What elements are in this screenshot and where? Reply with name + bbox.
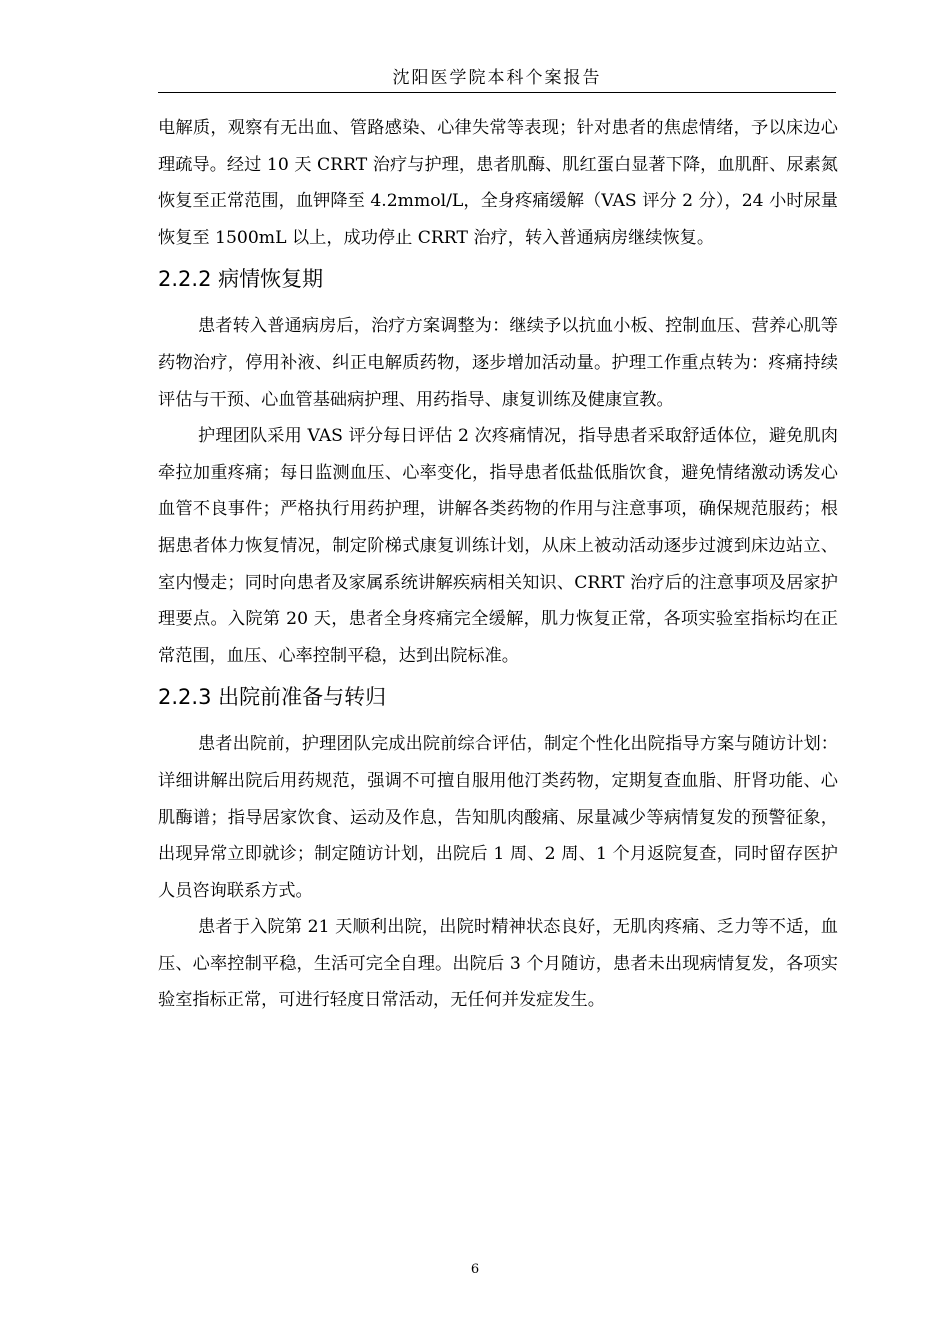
paragraph: 患者出院前，护理团队完成出院前综合评估，制定个性化出院指导方案与随访计划：详细讲解出院后用药规范，强调不可擅自服用他汀类药物，定期复查血脂、肝肾功能、心肌酶谱；指导居家饮食、运动及作息，告知肌肉酸痛、尿量减少等病情复发的预警征象，出现异常立即就诊；制定随访计划，出院后 1 周、2 周、1 个月返院复查，同时留存医护人员咨询联系方式。 <box>158 734 838 901</box>
body-text <box>158 110 838 1019</box>
page-number: 6 <box>470 1262 480 1277</box>
header-rule <box>158 92 836 93</box>
paragraph-continued: 电解质，观察有无出血、管路感染、心律失常等表现；针对患者的焦虑情绪，予以床边心理疏导。经过 10 天 CRRT 治疗与护理，患者肌酶、肌红蛋白显著下降，血肌酐、尿素氮恢复至正常范围，血钾降至 4.2mmol/L，全身疼痛缓解（VAS 评分 2 分），24 小时尿量恢复至 1500mL 以上，成功停止 CRRT 治疗，转入普通病房继续恢复。 <box>158 118 838 248</box>
section-heading-2-2-3: 2.2.3 出院前准备与转归 <box>158 685 387 710</box>
paragraph: 护理团队采用 VAS 评分每日评估 2 次疼痛情况，指导患者采取舒适体位，避免肌肉牵拉加重疼痛；每日监测血压、心率变化，指导患者低盐低脂饮食，避免情绪激动诱发心血管不良事件；严格执行用药护理，讲解各类药物的作用与注意事项，确保规范服药；根据患者体力恢复情况，制定阶梯式康复训练计划，从床上被动活动逐步过渡到床边站立、室内慢走；同时向患者及家属系统讲解疾病相关知识、CRRT 治疗后的注意事项及居家护理要点。入院第 20 天，患者全身疼痛完全缓解，肌力恢复正常，各项实验室指标均在正常范围，血压、心率控制平稳，达到出院标准。 <box>158 426 838 666</box>
paragraph: 患者于入院第 21 天顺利出院，出院时精神状态良好，无肌肉疼痛、乏力等不适，血压、心率控制平稳，生活可完全自理。出院后 3 个月随访，患者未出现病情复发，各项实验室指标正常，可进行轻度日常活动，无任何并发症发生。 <box>158 917 838 1011</box>
section-heading-2-2-2: 2.2.2 病情恢复期 <box>158 267 324 292</box>
running-header: 沈阳医学院本科个案报告 <box>392 68 602 88</box>
paragraph: 患者转入普通病房后，治疗方案调整为：继续予以抗血小板、控制血压、营养心肌等药物治疗，停用补液、纠正电解质药物，逐步增加活动量。护理工作重点转为：疼痛持续评估与干预、心血管基础病护理、用药指导、康复训练及健康宣教。 <box>158 316 838 410</box>
